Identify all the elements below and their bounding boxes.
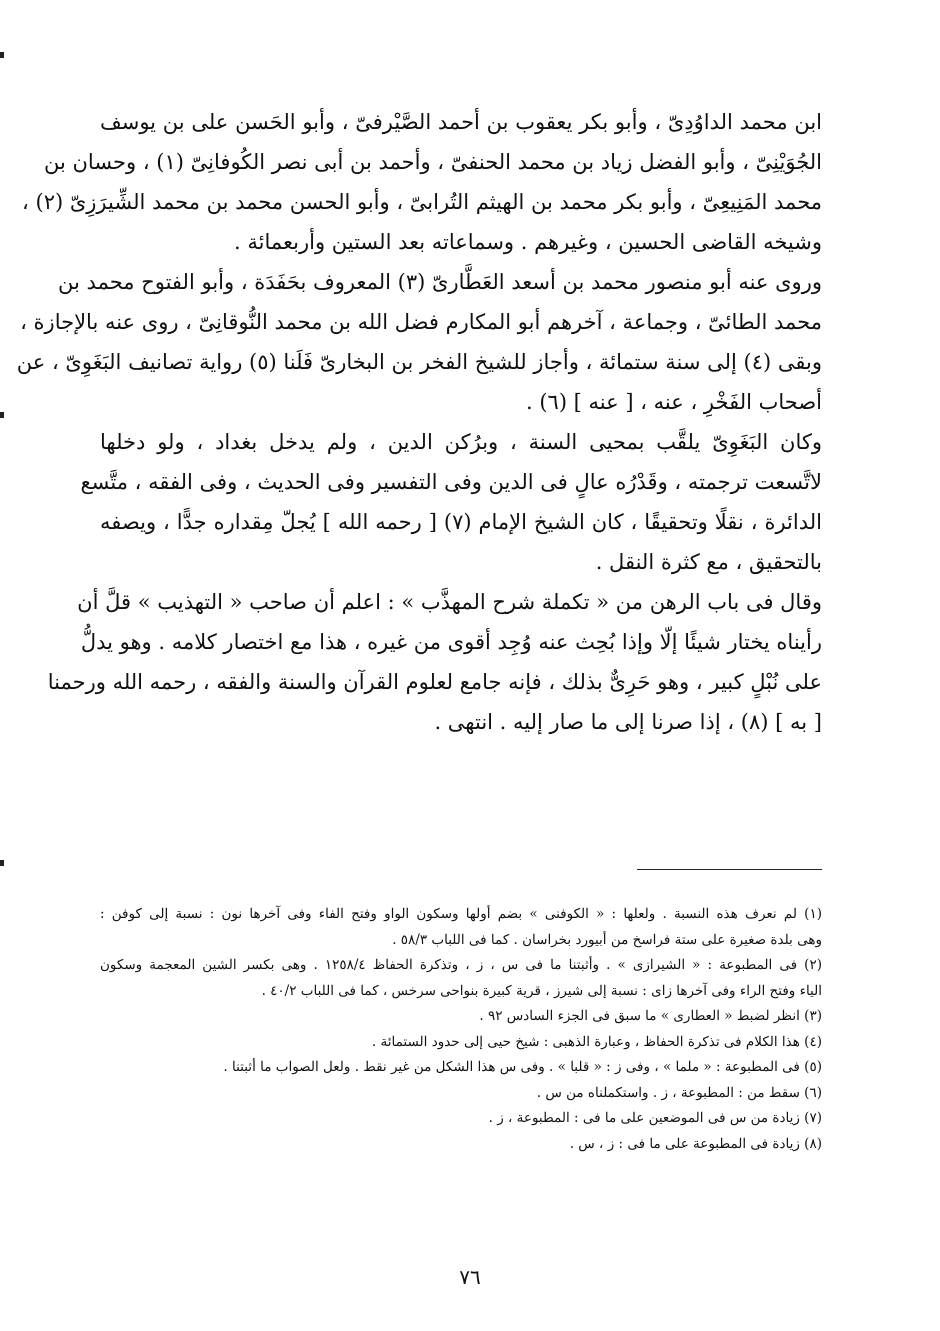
- footnote-line: (٦) سقط من : المطبوعة ، ز . واستكملناه من س .: [536, 1084, 822, 1101]
- main-text: [16, 102, 822, 742]
- text-line: محمد المَنِيعِىّ ، وأبو بكر محمد بن الهيثم التُرابىّ ، وأبو الحسن محمد بن محمد الشِّيرَزِىّ (٢) ،: [22, 190, 822, 214]
- paragraph-4: [47, 582, 822, 742]
- text-line: وبقى (٤) إلى سنة ستمائة ، وأجاز للشيخ الفخر بن البخارىّ فَلَنا (٥) رواية تصانيف البَغَوِىّ ، عن: [16, 350, 822, 374]
- text-line: أصحاب الفَخْرِ ، عنه ، [ عنه ] (٦) .: [525, 390, 822, 414]
- page-number: ٧٦: [459, 1265, 481, 1289]
- text-line: محمد الطائىّ ، وجماعة ، آخرهم أبو المكارم فضل الله بن محمد النُّوقانِىّ ، روى عنه بالإجازة ،: [20, 310, 822, 334]
- footnote-line: (٧) زيادة من س فى الموضعين على ما فى : المطبوعة ، ز .: [488, 1110, 822, 1126]
- text-line: بالتحقيق ، مع كثرة النقل .: [595, 550, 822, 574]
- footnote-line: (٤) هذا الكلام فى تذكرة الحفاظ ، وعبارة الذهبى : شيخ حيى إلى حدود الستمائة .: [371, 1033, 822, 1050]
- footnote-line: الياء وفتح الراء وفى آخرها زاى : نسبة إلى شيرز ، قرية كبيرة بنواحى سرخس ، كما فى اللباب ٤٠/٢ .: [261, 982, 822, 999]
- text-line: لاتَّسعت ترجمته ، وقَدْرُه عالٍ فى الدين وفى التفسير وفى الحديث ، وفى الفقه ، متَّسع: [80, 470, 822, 494]
- text-line: الدائرة ، نقلًا وتحقيقًا ، كان الشيخ الإمام (٧) [ رحمه الله ] يُجلّ مِقداره جدًّا ، ويصفه: [100, 510, 822, 534]
- footnote-line: (٢) فى المطبوعة : « الشيرازى » . وأثبتنا ما فى س ، ز ، وتذكرة الحفاظ ١٢٥٨/٤ . وهى بكسر الشين المعجمة وسكون: [100, 957, 822, 973]
- paragraph-3: [80, 422, 822, 582]
- scan-mark: [0, 860, 4, 866]
- scan-mark: [0, 412, 4, 418]
- footnote-line: (٨) زيادة فى المطبوعة على ما فى : ز ، س .: [569, 1135, 822, 1152]
- text-line: وروى عنه أبو منصور محمد بن أسعد العَطَّارىّ (٣) المعروف بحَفَدَة ، وأبو الفتوح محمد بن: [58, 270, 822, 294]
- text-line: ابن محمد الداوُدِىّ ، وأبو بكر يعقوب بن أحمد الصَّيْرفىّ ، وأبو الحَسن على بن يوسف: [100, 110, 822, 134]
- scan-mark: [0, 52, 4, 58]
- footnote-separator: [637, 869, 822, 870]
- text-line: [ به ] (٨) ، إذا صرنا إلى ما صار إليه . انتهى .: [434, 710, 822, 734]
- text-line: رأيناه يختار شيئًا إلّا وإذا بُحِث عنه وُجِد أقوى من غيره ، هذا مع اختصار كلامه . وهو يدلُّ: [80, 630, 822, 654]
- text-line: الجُوَيْنِىّ ، وأبو الفضل زياد بن محمد الحنفىّ ، وأحمد بن أبى نصر الكُوفانِىّ (١) ، وحسان بن: [44, 150, 822, 174]
- footnotes: [100, 902, 822, 1157]
- footnote-line: وهى بلدة صغيرة على ستة فراسخ من أبيورد بخراسان . كما فى اللباب ٥٨/٣ .: [392, 931, 822, 948]
- paragraph-2: [16, 262, 822, 422]
- text-line: وشيخه القاضى الحسين ، وغيرهم . وسماعاته بعد الستين وأربعمائة .: [234, 230, 822, 254]
- text-line: وكان البَغَوِىّ يلقَّب بمحيى السنة ، وبرُكن الدين ، ولم يدخل بغداد ، ولو دخلها: [100, 430, 822, 454]
- footnote-line: (٣) انظر لضبط « العطارى » ما سبق فى الجزء السادس ٩٢ .: [479, 1008, 822, 1024]
- text-line: وقال فى باب الرهن من « تكملة شرح المهذَّب » : اعلم أن صاحب « التهذيب » قلَّ أن: [77, 590, 822, 614]
- paragraph-1: [22, 102, 822, 262]
- footnote-line: (١) لم نعرف هذه النسبة . ولعلها : « الكوفنى » بضم أولها وسكون الواو وفتح الفاء وفى آخرها نون : نسبة إلى كوفن :: [100, 906, 822, 922]
- footnote-line: (٥) فى المطبوعة : « ملما » ، وفى ز : « قلبا » . وفى س هذا الشكل من غير نقط . ولعل الصواب ما أثبتنا .: [223, 1059, 822, 1075]
- text-line: على نُبْلٍ كبير ، وهو حَرِىٌّ بذلك ، فإنه جامع لعلوم القرآن والسنة والفقه ، رحمه الله ورحمنا: [47, 670, 822, 694]
